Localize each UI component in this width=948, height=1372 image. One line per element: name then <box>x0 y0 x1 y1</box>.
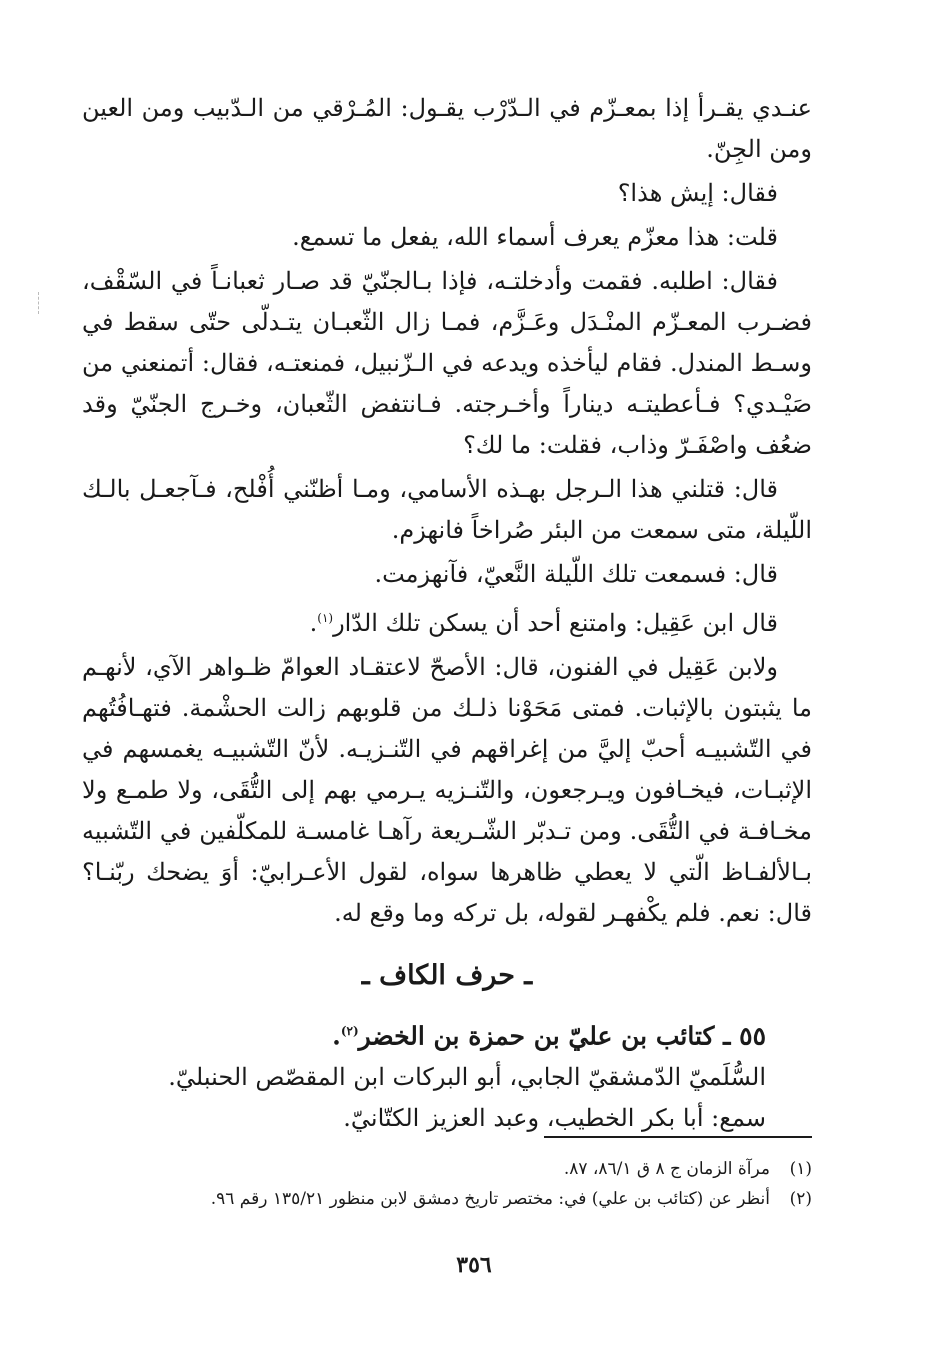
footnote-ref-1: (١) <box>317 611 334 625</box>
page-number: ٣٥٦ <box>456 1252 492 1278</box>
footnote-1 <box>82 1154 812 1184</box>
footnote-2 <box>82 1184 812 1214</box>
footnote-2-number: (٢) <box>789 1189 812 1209</box>
entry-heading-text: ٥٥ ـ كتائب بن عليّ بن حمزة بن الخضر <box>358 1021 766 1051</box>
paragraph-8: ولابن عَقِيل في الفنون، قال: الأصحّ لاعتقـاد العوامّ ظـواهر الآي، لأنهـم ما يثبتون بالإثبات. فمتى مَحَوْنا ذلـك من قلوبهم زالت الحشْمة. فتهـافُتُهم في التّشبيـه أحبّ إليَّ من إغراقهم في التّنـزيـه. لأنّ التّشبيـه يغمسهم في الإثبـات، فيخـافون ويـرجعون، والتّنـزيه يـرمي بهم إلى التُّقَى، ولا طمـع ولا مخـافـة في التُّقَى. ومن تـدبّر الشّـريعة رآهـا غامسـة للمكلّفين في التّشبيه بـالألفـاظ الّتي لا يعطي ظاهرها سواه، لقول الأعـرابيّ: أوَ يضحك ربّنـا؟ قال: نعم. فلم يكْفهـر لقوله، بل تركه وما وقع له. <box>82 653 813 927</box>
section-title: ـ حرف الكاف ـ <box>361 960 533 991</box>
footnote-divider <box>544 1136 812 1138</box>
entry-line-1: السُّلَميّ الدّمشقيّ الجابي، أبو البركات ابن المقصّص الحنبليّ. <box>168 1063 766 1092</box>
paragraph-7 <box>82 598 812 644</box>
footnote-2-text: أنظر عن (كتائب بن علي) في: مختصر تاريخ دمشق لابن منظور ١٣٥/٢١ رقم ٩٦. <box>210 1189 770 1209</box>
paragraph-6: قال: فسمعت تلك اللّيلة النَّعيّ، فآنهزمت. <box>374 560 778 588</box>
footnotes <box>82 1154 812 1214</box>
footnote-ref-2: (٢) <box>340 1024 359 1038</box>
footnote-1-text: مرآة الزمان ج ٨ ق ٨٦/١، ٨٧. <box>563 1159 770 1179</box>
paragraph-7-text: قال ابن عَقِيل: وامتنع أحد أن يسكن تلك الدّار <box>333 609 778 637</box>
entry-heading <box>82 1010 812 1057</box>
entry-line-2: سمع: أبا بكر الخطيب، وعبد العزيز الكتّانيّ. <box>343 1104 766 1133</box>
paragraph-1: عنـدي يقـرأ إذا بمعـزّم في الـدّرْب يقـول: المُـرْقي من الـدّبيب ومن العين ومن الجِنّ. <box>82 94 812 163</box>
entry-heading-end: . <box>332 1021 341 1051</box>
paragraph-7-end: . <box>309 609 318 637</box>
margin-scan-mark <box>38 292 40 314</box>
paragraph-2: فقال: إيش هذا؟ <box>617 179 778 207</box>
footnote-1-number: (١) <box>789 1159 812 1179</box>
paragraph-3: قلت: هذا معزّم يعرف أسماء الله، يفعل ما تسمع. <box>292 223 778 251</box>
paragraph-4: فقال: اطلبه. فقمت وأدخلتـه، فإذا بـالجنّيّ قد صـار ثعبانـاً في السّقْف، فضـرب المعـزّم المنْـدَل وعَـزَّم، فمـا زال الثّعبـان يتـدلّى حتّى سقط في وسـط المندل. فقام ليأخذه ويدعه في الـزّنبيل، فمنعتـه، فقال: أتمنعني من صَيْـدي؟ فـأعطيتـه ديناراً وأخـرجته. فـانتفض الثّعبان، وخـرج الجنّيّ وقد ضعُف واصْفَـرّ وذاب، فقلت: ما لك؟ <box>82 267 812 459</box>
page-body <box>82 88 812 1139</box>
paragraph-5: قال: قتلني هذا الـرجل بهـذه الأسامي، ومـا أظنّني أُفْلح، فـآجعـل بالـك اللّيلة، متى سمعت من البئر صُراخاً فانهزم. <box>82 475 812 544</box>
